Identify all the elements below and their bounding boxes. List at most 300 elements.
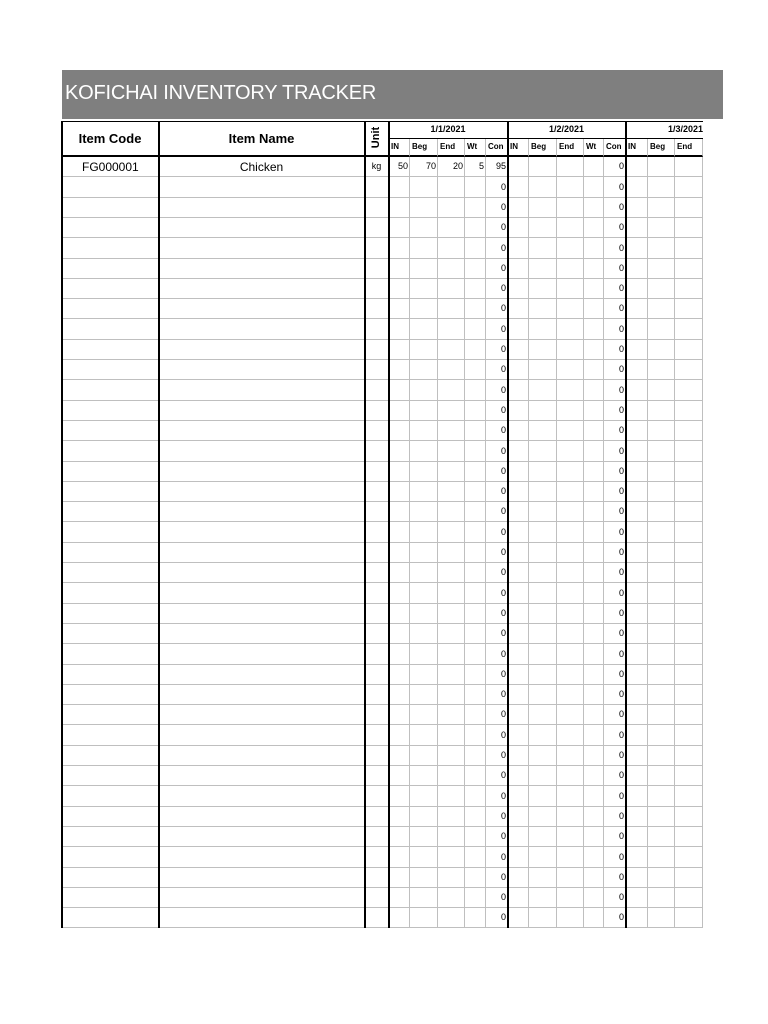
data-cell[interactable]: 0 — [486, 543, 508, 563]
item-code-cell[interactable] — [62, 766, 159, 786]
data-cell[interactable] — [648, 868, 675, 888]
data-cell[interactable]: 0 — [604, 218, 626, 238]
item-code-cell[interactable] — [62, 259, 159, 279]
data-cell[interactable] — [584, 807, 604, 827]
data-cell[interactable]: 0 — [604, 746, 626, 766]
data-cell[interactable] — [389, 766, 410, 786]
data-cell[interactable] — [675, 279, 703, 299]
unit-cell[interactable] — [365, 746, 389, 766]
data-cell[interactable] — [389, 888, 410, 908]
data-cell[interactable] — [529, 259, 557, 279]
data-cell[interactable]: 0 — [486, 624, 508, 644]
data-cell[interactable] — [389, 705, 410, 725]
data-cell[interactable]: 0 — [604, 786, 626, 807]
data-cell[interactable] — [410, 827, 438, 847]
data-cell[interactable] — [465, 218, 486, 238]
unit-cell[interactable] — [365, 482, 389, 502]
data-cell[interactable] — [584, 847, 604, 868]
data-cell[interactable]: 0 — [604, 380, 626, 401]
data-cell[interactable] — [508, 421, 529, 441]
item-name-cell[interactable] — [159, 786, 365, 807]
header-wt[interactable]: Wt — [465, 139, 486, 157]
data-cell[interactable] — [675, 238, 703, 259]
data-cell[interactable] — [389, 665, 410, 685]
data-cell[interactable] — [389, 462, 410, 482]
unit-cell[interactable] — [365, 380, 389, 401]
item-name-cell[interactable] — [159, 746, 365, 766]
data-cell[interactable] — [626, 685, 648, 705]
item-code-cell[interactable] — [62, 299, 159, 319]
data-cell[interactable]: 95 — [486, 157, 508, 177]
data-cell[interactable] — [389, 868, 410, 888]
item-code-cell[interactable] — [62, 908, 159, 928]
item-name-cell[interactable] — [159, 644, 365, 665]
data-cell[interactable] — [529, 198, 557, 218]
data-cell[interactable] — [648, 888, 675, 908]
item-code-cell[interactable] — [62, 218, 159, 238]
data-cell[interactable] — [465, 868, 486, 888]
data-cell[interactable]: 0 — [604, 238, 626, 259]
header-end[interactable]: End — [438, 139, 465, 157]
data-cell[interactable] — [648, 259, 675, 279]
data-cell[interactable] — [584, 583, 604, 604]
data-cell[interactable] — [529, 360, 557, 380]
data-cell[interactable] — [410, 725, 438, 746]
data-cell[interactable] — [648, 604, 675, 624]
data-cell[interactable] — [465, 847, 486, 868]
data-cell[interactable] — [438, 644, 465, 665]
data-cell[interactable] — [648, 827, 675, 847]
data-cell[interactable]: 0 — [486, 198, 508, 218]
data-cell[interactable] — [557, 299, 584, 319]
data-cell[interactable] — [648, 807, 675, 827]
item-name-cell[interactable] — [159, 198, 365, 218]
data-cell[interactable] — [675, 462, 703, 482]
data-cell[interactable] — [529, 380, 557, 401]
data-cell[interactable] — [508, 502, 529, 522]
item-name-cell[interactable] — [159, 218, 365, 238]
unit-cell[interactable] — [365, 502, 389, 522]
data-cell[interactable] — [508, 888, 529, 908]
item-code-cell[interactable] — [62, 746, 159, 766]
data-cell[interactable] — [626, 543, 648, 563]
data-cell[interactable] — [465, 807, 486, 827]
data-cell[interactable] — [438, 279, 465, 299]
data-cell[interactable] — [584, 604, 604, 624]
item-code-cell[interactable] — [62, 360, 159, 380]
data-cell[interactable] — [584, 746, 604, 766]
data-cell[interactable] — [438, 462, 465, 482]
data-cell[interactable] — [410, 340, 438, 360]
item-code-cell[interactable] — [62, 563, 159, 583]
data-cell[interactable] — [675, 807, 703, 827]
unit-cell[interactable] — [365, 583, 389, 604]
unit-cell[interactable] — [365, 766, 389, 786]
item-name-cell[interactable] — [159, 522, 365, 543]
data-cell[interactable] — [675, 360, 703, 380]
data-cell[interactable] — [584, 421, 604, 441]
data-cell[interactable] — [410, 299, 438, 319]
unit-cell[interactable] — [365, 259, 389, 279]
data-cell[interactable] — [410, 522, 438, 543]
data-cell[interactable] — [675, 441, 703, 462]
data-cell[interactable] — [410, 482, 438, 502]
data-cell[interactable] — [626, 908, 648, 928]
data-cell[interactable] — [389, 177, 410, 198]
data-cell[interactable] — [626, 807, 648, 827]
item-name-cell[interactable] — [159, 847, 365, 868]
data-cell[interactable] — [465, 786, 486, 807]
data-cell[interactable] — [584, 157, 604, 177]
data-cell[interactable] — [529, 725, 557, 746]
data-cell[interactable] — [389, 827, 410, 847]
data-cell[interactable] — [626, 746, 648, 766]
data-cell[interactable]: 5 — [465, 157, 486, 177]
data-cell[interactable] — [584, 279, 604, 299]
header-con[interactable]: Con — [604, 139, 626, 157]
data-cell[interactable] — [648, 177, 675, 198]
data-cell[interactable]: 0 — [604, 908, 626, 928]
data-cell[interactable] — [529, 279, 557, 299]
data-cell[interactable] — [584, 522, 604, 543]
data-cell[interactable] — [584, 786, 604, 807]
unit-cell[interactable] — [365, 644, 389, 665]
data-cell[interactable] — [438, 705, 465, 725]
data-cell[interactable] — [648, 279, 675, 299]
data-cell[interactable]: 0 — [486, 401, 508, 421]
data-cell[interactable] — [584, 766, 604, 786]
item-name-cell[interactable] — [159, 319, 365, 340]
data-cell[interactable] — [584, 644, 604, 665]
data-cell[interactable] — [465, 421, 486, 441]
data-cell[interactable] — [584, 685, 604, 705]
data-cell[interactable] — [648, 299, 675, 319]
data-cell[interactable] — [557, 705, 584, 725]
item-name-cell[interactable] — [159, 725, 365, 746]
data-cell[interactable] — [557, 543, 584, 563]
data-cell[interactable] — [529, 543, 557, 563]
item-name-cell[interactable] — [159, 604, 365, 624]
data-cell[interactable] — [410, 908, 438, 928]
data-cell[interactable] — [410, 177, 438, 198]
data-cell[interactable] — [557, 786, 584, 807]
data-cell[interactable] — [648, 380, 675, 401]
item-name-cell[interactable] — [159, 462, 365, 482]
item-name-cell[interactable] — [159, 299, 365, 319]
data-cell[interactable]: 0 — [604, 157, 626, 177]
item-name-cell[interactable] — [159, 441, 365, 462]
data-cell[interactable] — [626, 462, 648, 482]
data-cell[interactable] — [529, 644, 557, 665]
item-code-cell[interactable] — [62, 786, 159, 807]
data-cell[interactable] — [675, 705, 703, 725]
data-cell[interactable] — [675, 177, 703, 198]
data-cell[interactable]: 0 — [604, 543, 626, 563]
data-cell[interactable] — [465, 482, 486, 502]
data-cell[interactable] — [508, 624, 529, 644]
data-cell[interactable] — [648, 441, 675, 462]
data-cell[interactable]: 0 — [604, 644, 626, 665]
data-cell[interactable] — [508, 198, 529, 218]
data-cell[interactable] — [529, 766, 557, 786]
data-cell[interactable] — [626, 665, 648, 685]
data-cell[interactable]: 0 — [604, 624, 626, 644]
data-cell[interactable] — [465, 462, 486, 482]
data-cell[interactable] — [675, 685, 703, 705]
data-cell[interactable] — [675, 624, 703, 644]
data-cell[interactable] — [557, 766, 584, 786]
data-cell[interactable] — [557, 380, 584, 401]
data-cell[interactable] — [508, 482, 529, 502]
data-cell[interactable] — [648, 685, 675, 705]
header-con[interactable]: Con — [486, 139, 508, 157]
item-name-cell[interactable] — [159, 259, 365, 279]
data-cell[interactable] — [389, 340, 410, 360]
item-code-cell[interactable] — [62, 502, 159, 522]
unit-cell[interactable] — [365, 705, 389, 725]
data-cell[interactable] — [438, 624, 465, 644]
data-cell[interactable] — [626, 624, 648, 644]
data-cell[interactable]: 0 — [486, 665, 508, 685]
data-cell[interactable] — [438, 259, 465, 279]
data-cell[interactable] — [648, 543, 675, 563]
unit-cell[interactable] — [365, 198, 389, 218]
data-cell[interactable] — [557, 421, 584, 441]
data-cell[interactable]: 0 — [604, 827, 626, 847]
unit-cell[interactable] — [365, 786, 389, 807]
data-cell[interactable] — [508, 827, 529, 847]
data-cell[interactable] — [648, 360, 675, 380]
data-cell[interactable] — [675, 908, 703, 928]
data-cell[interactable] — [675, 583, 703, 604]
data-cell[interactable] — [648, 421, 675, 441]
data-cell[interactable] — [529, 665, 557, 685]
item-name-cell[interactable] — [159, 888, 365, 908]
data-cell[interactable]: 0 — [604, 766, 626, 786]
data-cell[interactable] — [557, 157, 584, 177]
data-cell[interactable] — [465, 198, 486, 218]
data-cell[interactable] — [529, 705, 557, 725]
data-cell[interactable] — [410, 462, 438, 482]
data-cell[interactable] — [410, 583, 438, 604]
data-cell[interactable] — [675, 847, 703, 868]
data-cell[interactable] — [389, 746, 410, 766]
data-cell[interactable]: 0 — [604, 604, 626, 624]
unit-cell[interactable]: kg — [365, 157, 389, 177]
data-cell[interactable] — [438, 847, 465, 868]
data-cell[interactable]: 0 — [486, 482, 508, 502]
header-in[interactable]: IN — [626, 139, 648, 157]
data-cell[interactable] — [465, 604, 486, 624]
data-cell[interactable] — [675, 868, 703, 888]
data-cell[interactable] — [389, 583, 410, 604]
unit-cell[interactable] — [365, 238, 389, 259]
data-cell[interactable] — [675, 665, 703, 685]
data-cell[interactable]: 70 — [410, 157, 438, 177]
data-cell[interactable] — [438, 888, 465, 908]
data-cell[interactable] — [675, 340, 703, 360]
data-cell[interactable] — [389, 685, 410, 705]
item-code-cell[interactable] — [62, 665, 159, 685]
data-cell[interactable] — [584, 259, 604, 279]
data-cell[interactable] — [584, 462, 604, 482]
data-cell[interactable] — [465, 279, 486, 299]
data-cell[interactable] — [410, 360, 438, 380]
data-cell[interactable]: 0 — [486, 786, 508, 807]
data-cell[interactable] — [529, 522, 557, 543]
data-cell[interactable] — [557, 482, 584, 502]
data-cell[interactable] — [410, 380, 438, 401]
data-cell[interactable] — [508, 340, 529, 360]
data-cell[interactable] — [584, 380, 604, 401]
data-cell[interactable] — [529, 786, 557, 807]
data-cell[interactable] — [626, 766, 648, 786]
data-cell[interactable] — [675, 482, 703, 502]
data-cell[interactable] — [529, 299, 557, 319]
header-end[interactable]: End — [675, 139, 703, 157]
data-cell[interactable] — [557, 340, 584, 360]
data-cell[interactable] — [626, 522, 648, 543]
data-cell[interactable] — [438, 238, 465, 259]
data-cell[interactable] — [508, 177, 529, 198]
data-cell[interactable] — [438, 685, 465, 705]
data-cell[interactable] — [389, 543, 410, 563]
item-name-cell[interactable] — [159, 868, 365, 888]
header-unit[interactable] — [365, 121, 389, 157]
data-cell[interactable] — [648, 522, 675, 543]
data-cell[interactable] — [508, 299, 529, 319]
item-name-cell[interactable]: Chicken — [159, 157, 365, 177]
unit-cell[interactable] — [365, 299, 389, 319]
data-cell[interactable] — [389, 725, 410, 746]
data-cell[interactable] — [389, 624, 410, 644]
unit-cell[interactable] — [365, 888, 389, 908]
data-cell[interactable] — [626, 279, 648, 299]
data-cell[interactable] — [438, 563, 465, 583]
data-cell[interactable] — [508, 543, 529, 563]
data-cell[interactable] — [626, 786, 648, 807]
data-cell[interactable] — [465, 177, 486, 198]
data-cell[interactable] — [438, 786, 465, 807]
data-cell[interactable] — [389, 563, 410, 583]
data-cell[interactable] — [389, 644, 410, 665]
data-cell[interactable]: 0 — [486, 644, 508, 665]
item-name-cell[interactable] — [159, 177, 365, 198]
data-cell[interactable] — [557, 685, 584, 705]
data-cell[interactable] — [508, 847, 529, 868]
data-cell[interactable] — [626, 725, 648, 746]
data-cell[interactable] — [584, 401, 604, 421]
data-cell[interactable]: 0 — [604, 319, 626, 340]
item-name-cell[interactable] — [159, 279, 365, 299]
unit-cell[interactable] — [365, 441, 389, 462]
item-code-cell[interactable] — [62, 238, 159, 259]
unit-cell[interactable] — [365, 543, 389, 563]
item-code-cell[interactable] — [62, 685, 159, 705]
data-cell[interactable] — [626, 482, 648, 502]
data-cell[interactable]: 0 — [604, 177, 626, 198]
data-cell[interactable] — [410, 847, 438, 868]
data-cell[interactable] — [465, 746, 486, 766]
data-cell[interactable] — [465, 319, 486, 340]
data-cell[interactable] — [648, 583, 675, 604]
data-cell[interactable] — [508, 583, 529, 604]
data-cell[interactable] — [410, 279, 438, 299]
data-cell[interactable] — [557, 624, 584, 644]
data-cell[interactable] — [626, 644, 648, 665]
data-cell[interactable]: 0 — [604, 441, 626, 462]
data-cell[interactable]: 0 — [486, 563, 508, 583]
data-cell[interactable] — [648, 238, 675, 259]
data-cell[interactable] — [508, 401, 529, 421]
data-cell[interactable]: 0 — [486, 441, 508, 462]
data-cell[interactable] — [557, 908, 584, 928]
item-code-cell[interactable] — [62, 198, 159, 218]
item-name-cell[interactable] — [159, 543, 365, 563]
data-cell[interactable]: 0 — [604, 807, 626, 827]
data-cell[interactable] — [648, 908, 675, 928]
data-cell[interactable] — [675, 401, 703, 421]
item-name-cell[interactable] — [159, 583, 365, 604]
data-cell[interactable] — [508, 685, 529, 705]
unit-cell[interactable] — [365, 360, 389, 380]
data-cell[interactable] — [675, 421, 703, 441]
data-cell[interactable] — [626, 421, 648, 441]
data-cell[interactable]: 0 — [486, 421, 508, 441]
data-cell[interactable] — [626, 299, 648, 319]
unit-cell[interactable] — [365, 401, 389, 421]
data-cell[interactable] — [508, 908, 529, 928]
data-cell[interactable] — [389, 786, 410, 807]
item-name-cell[interactable] — [159, 827, 365, 847]
data-cell[interactable] — [389, 238, 410, 259]
item-name-cell[interactable] — [159, 807, 365, 827]
header-beg[interactable]: Beg — [648, 139, 675, 157]
item-name-cell[interactable] — [159, 340, 365, 360]
data-cell[interactable] — [438, 522, 465, 543]
data-cell[interactable] — [529, 441, 557, 462]
data-cell[interactable]: 0 — [604, 360, 626, 380]
data-cell[interactable] — [626, 441, 648, 462]
data-cell[interactable] — [389, 482, 410, 502]
item-code-cell[interactable] — [62, 888, 159, 908]
data-cell[interactable]: 0 — [604, 340, 626, 360]
data-cell[interactable] — [529, 685, 557, 705]
data-cell[interactable] — [626, 705, 648, 725]
item-name-cell[interactable] — [159, 705, 365, 725]
item-name-cell[interactable] — [159, 380, 365, 401]
data-cell[interactable] — [557, 827, 584, 847]
item-name-cell[interactable] — [159, 685, 365, 705]
data-cell[interactable] — [438, 766, 465, 786]
item-name-cell[interactable] — [159, 238, 365, 259]
unit-cell[interactable] — [365, 807, 389, 827]
unit-cell[interactable] — [365, 827, 389, 847]
data-cell[interactable] — [648, 482, 675, 502]
data-cell[interactable]: 0 — [604, 462, 626, 482]
data-cell[interactable] — [508, 218, 529, 238]
unit-cell[interactable] — [365, 462, 389, 482]
data-cell[interactable] — [529, 177, 557, 198]
data-cell[interactable] — [557, 279, 584, 299]
unit-cell[interactable] — [365, 665, 389, 685]
data-cell[interactable]: 0 — [486, 522, 508, 543]
data-cell[interactable] — [508, 746, 529, 766]
item-code-cell[interactable] — [62, 807, 159, 827]
data-cell[interactable] — [626, 340, 648, 360]
data-cell[interactable] — [529, 908, 557, 928]
data-cell[interactable] — [675, 502, 703, 522]
